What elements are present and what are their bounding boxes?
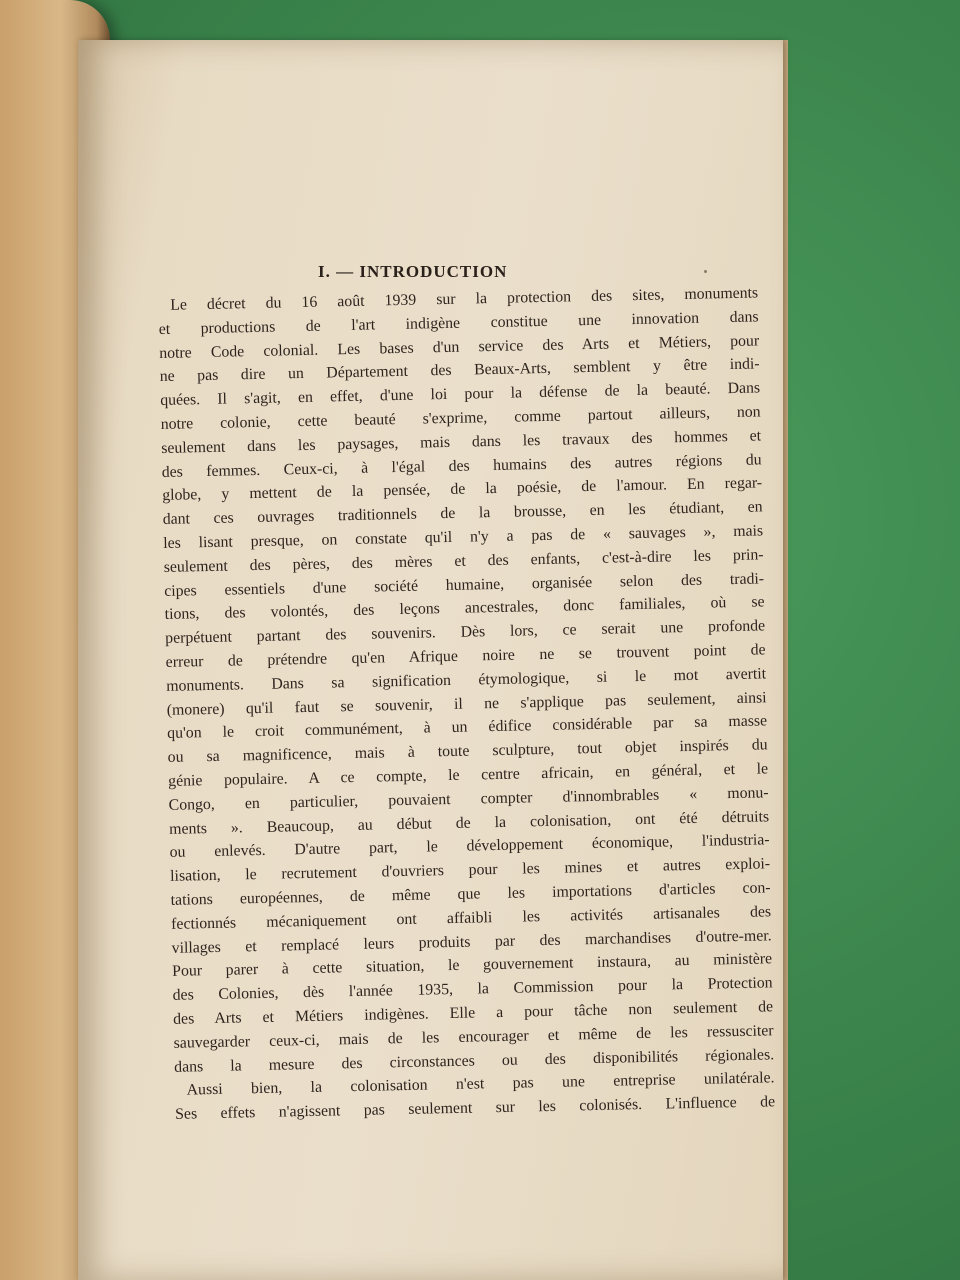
text-line: des femmes. Ceux-ci, à l'égal des humains des autres régions du bbox=[161, 450, 762, 481]
text-line: dans la mesure des circonstances ou des disponibilités régionales. bbox=[174, 1045, 775, 1076]
text-line: ne pas dire un Département des Beaux-Arts, semblent y être indi- bbox=[159, 355, 760, 386]
body-text bbox=[158, 281, 775, 1126]
text-line: Ses effets n'agissent pas seulement sur les colonisés. L'influence de bbox=[175, 1093, 776, 1123]
text-line: globe, y mettent de la pensée, de la poésie, de l'amour. En regar- bbox=[162, 474, 763, 505]
text-line: (monere) qu'il faut se souvenir, il ne s'applique pas seulement, ainsi bbox=[166, 688, 767, 719]
text-line: sauvegarder ceux-ci, mais de les encourager et même de les ressusciter bbox=[173, 1021, 774, 1052]
text-line: erreur de prétendre qu'en Afrique noire ne se trouvent point de bbox=[165, 641, 766, 671]
text-line: tations européennes, de même que les importations d'articles con- bbox=[170, 879, 771, 909]
text-line: fectionnés mécaniquement ont affaibli les activités artisanales des bbox=[171, 903, 772, 933]
text-line: Aussi bien, la colonisation n'est pas une entreprise unilatérale. bbox=[186, 1069, 775, 1099]
text-line: les lisant presque, on constate qu'il n'y a pas de « sauvages », mais bbox=[163, 522, 764, 552]
text-line: lisation, le recrutement d'ouvriers pour les mines et autres exploi- bbox=[170, 855, 771, 885]
text-line: seulement dans les paysages, mais dans les travaux des hommes et bbox=[161, 427, 762, 457]
text-line: seulement des pères, des mères et des enfants, c'est-à-dire les prin- bbox=[163, 546, 764, 576]
text-line: des Colonies, dès l'année 1935, la Commission pour la Protection bbox=[172, 974, 773, 1004]
text-line: Le décret du 16 août 1939 sur la protection des sites, monuments bbox=[170, 284, 759, 314]
text-line: Congo, en particulier, pouvaient compter d'innombrables « monu- bbox=[168, 784, 769, 814]
text-line: ments ». Beaucoup, au début de la colonisation, ont été détruits bbox=[169, 807, 770, 838]
text-line: notre colonie, cette beauté s'exprime, comme partout ailleurs, non bbox=[160, 403, 761, 433]
pencil-mark bbox=[704, 270, 707, 273]
text-line: ou sa magnificence, mais à toute sculpture, tout objet inspirés du bbox=[167, 736, 768, 767]
text-line: qu'on le croit communément, à un édifice considérable par sa masse bbox=[167, 712, 768, 743]
text-line: ou enlevés. D'autre part, le développement économique, l'industria- bbox=[169, 831, 770, 862]
text-line: notre Code colonial. Les bases d'un service des Arts et Métiers, pour bbox=[159, 332, 760, 362]
text-line: et productions de l'art indigène constitue une innovation dans bbox=[158, 308, 759, 338]
text-line: dant ces ouvrages traditionnels de la brousse, en les étudiant, en bbox=[162, 498, 763, 529]
text-line: villages et remplacé leurs produits par des marchandises d'outre-mer. bbox=[171, 926, 772, 957]
text-line: perpétuent partant des souvenirs. Dès lors, ce serait une profonde bbox=[165, 617, 766, 648]
chapter-heading: I. — INTRODUCTION bbox=[318, 262, 508, 281]
text-line: Pour parer à cette situation, le gouvernement instaura, au ministère bbox=[172, 950, 773, 981]
text-line: cipes essentiels d'une société humaine, organisée selon des tradi- bbox=[164, 569, 765, 600]
text-line: des Arts et Métiers indigènes. Elle a pour tâche non seulement de bbox=[173, 998, 774, 1028]
text-line: génie populaire. A ce compte, le centre africain, en général, et le bbox=[168, 760, 769, 790]
text-line: tions, des volontés, des leçons ancestrales, donc familiales, où se bbox=[164, 593, 765, 624]
text-line: monuments. Dans sa signification étymologique, si le mot avertit bbox=[166, 665, 767, 695]
text-line: quées. Il s'agit, en effet, d'une loi pour la défense de la beauté. Dans bbox=[160, 379, 761, 410]
